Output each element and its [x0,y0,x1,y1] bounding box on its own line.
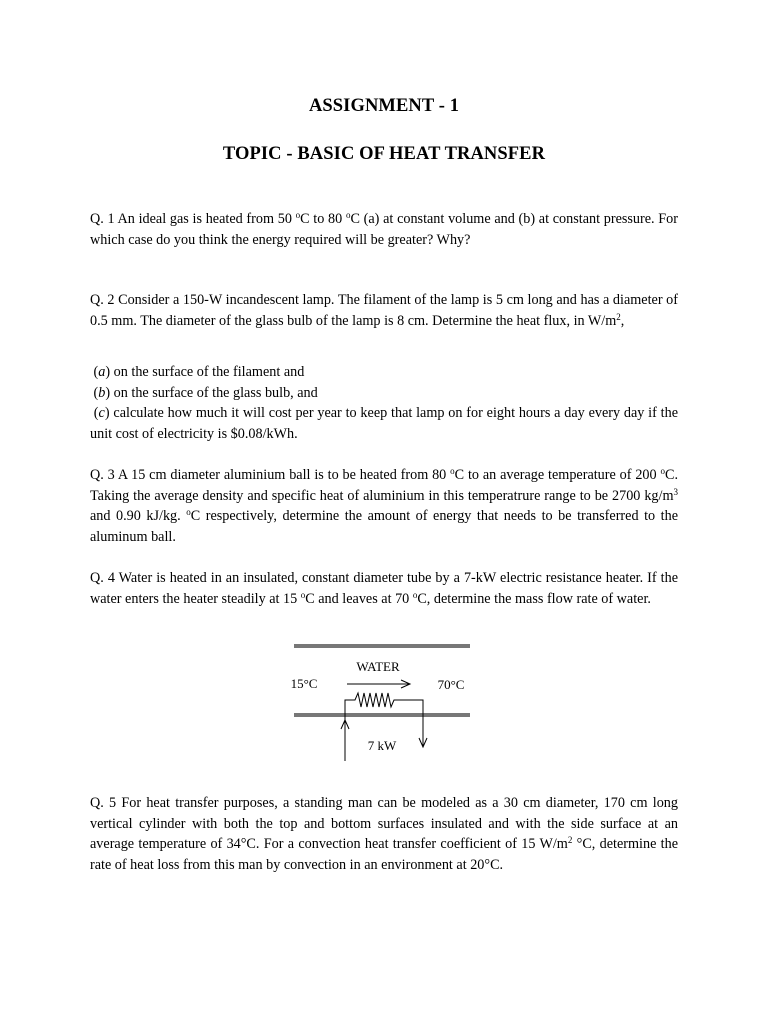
question-2 [90,290,678,331]
question-1 [90,209,678,250]
power-label: 7 kW [367,738,397,753]
degree-sup: o [300,589,306,600]
q2-part-a: (a) on the surface of the filament and [90,364,305,380]
question-4 [90,568,678,609]
squared-sup: 2 [616,311,621,322]
tube-bottom-wall [294,713,470,717]
q2-text-1: Q. 2 Consider a 150-W incandescent lamp. The filament of the lamp is 5 cm long and has a diameter of 0.5 mm. The diameter of the glass bulb of the lamp is 8 cm. Determine the heat flux, in W/m [90,292,678,329]
outlet-temp-label: 70°C [437,677,465,692]
question-3 [90,465,678,547]
q2-part-a-text: on the surface of the filament and [110,364,305,380]
q2-part-b-text: on the surface of the glass bulb, and [110,384,318,401]
degree-sup: o [295,210,301,220]
q2-part-a-label: a [98,364,106,380]
q2-text-2: , [620,312,625,329]
q5-text-1: Q. 5 For heat transfer purposes, a standing man can be modeled as a 30 cm diameter, 170 cm long vertical cylinder with both the top and bottom surfaces insulated and with the side surface at an average temperature of 34°C. For a convection heat transfer coefficient of 15 W/m [90,795,678,853]
q1-text-3: C (a) at constant volume and (b) at constant pressure. For which case do you think the energy required will be greater? Why? [90,211,678,248]
q3-text-5: C respectively, determine the amount of energy that needs to be transferred to the aluminum ball. [90,508,678,545]
document-topic: TOPIC - BASIC OF HEAT TRANSFER [222,144,546,164]
question-2-parts [90,362,678,444]
q2-part-c-label: c [98,405,105,422]
q3-text-3: C. Taking the average density and specific heat of aluminium in this temperatrure range to be 2700 kg/m [90,467,678,504]
water-heater-figure [270,636,500,766]
degree-sup: o [186,507,191,518]
q1-text-2: C to 80 [300,211,346,227]
q5-text-2: °C, determine the rate of heat loss from this man by convection in an environment at 20°C. [90,836,678,873]
document-title: ASSIGNMENT - 1 [308,96,460,116]
degree-sup: o [660,466,665,476]
q2-part-b-label: b [98,384,106,401]
tube-top-wall [294,644,470,648]
q3-text-4: and 0.90 kJ/kg. [90,508,187,525]
degree-sup: o [412,589,418,600]
inlet-temp-label: 15°C [290,676,318,691]
q2-part-c-text: calculate how much it will cost per year to keep that lamp on for eight hours a day every day if the unit cost of electricity is $0.08/kWh. [90,405,678,442]
q4-text-2: C and leaves at 70 [305,590,413,607]
q2-part-c: (c) calculate how much it will cost per year to keep that lamp on for eight hours a day every day if the unit cost of electricity is $0.08/kWh. [90,405,678,442]
q4-text-1: Q. 4 Water is heated in an insulated, constant diameter tube by a 7-kW electric resistance heater. If the water enters the heater steadily at 15 [90,570,678,607]
degree-sup: o [450,466,455,476]
question-5 [90,793,678,875]
q3-text-1: Q. 3 A 15 cm diameter aluminium ball is to be heated from 80 [90,467,451,483]
q3-text-2: C to an average temperature of 200 [454,467,661,483]
cubed-sup: 3 [673,486,678,497]
squared-sup: 2 [567,835,573,846]
q4-text-3: C, determine the mass flow rate of water. [417,590,651,607]
degree-sup: o [345,210,351,220]
water-label: WATER [356,659,400,674]
q1-text-1: Q. 1 An ideal gas is heated from 50 [90,211,296,227]
q2-part-b: (b) on the surface of the glass bulb, and [90,384,318,401]
